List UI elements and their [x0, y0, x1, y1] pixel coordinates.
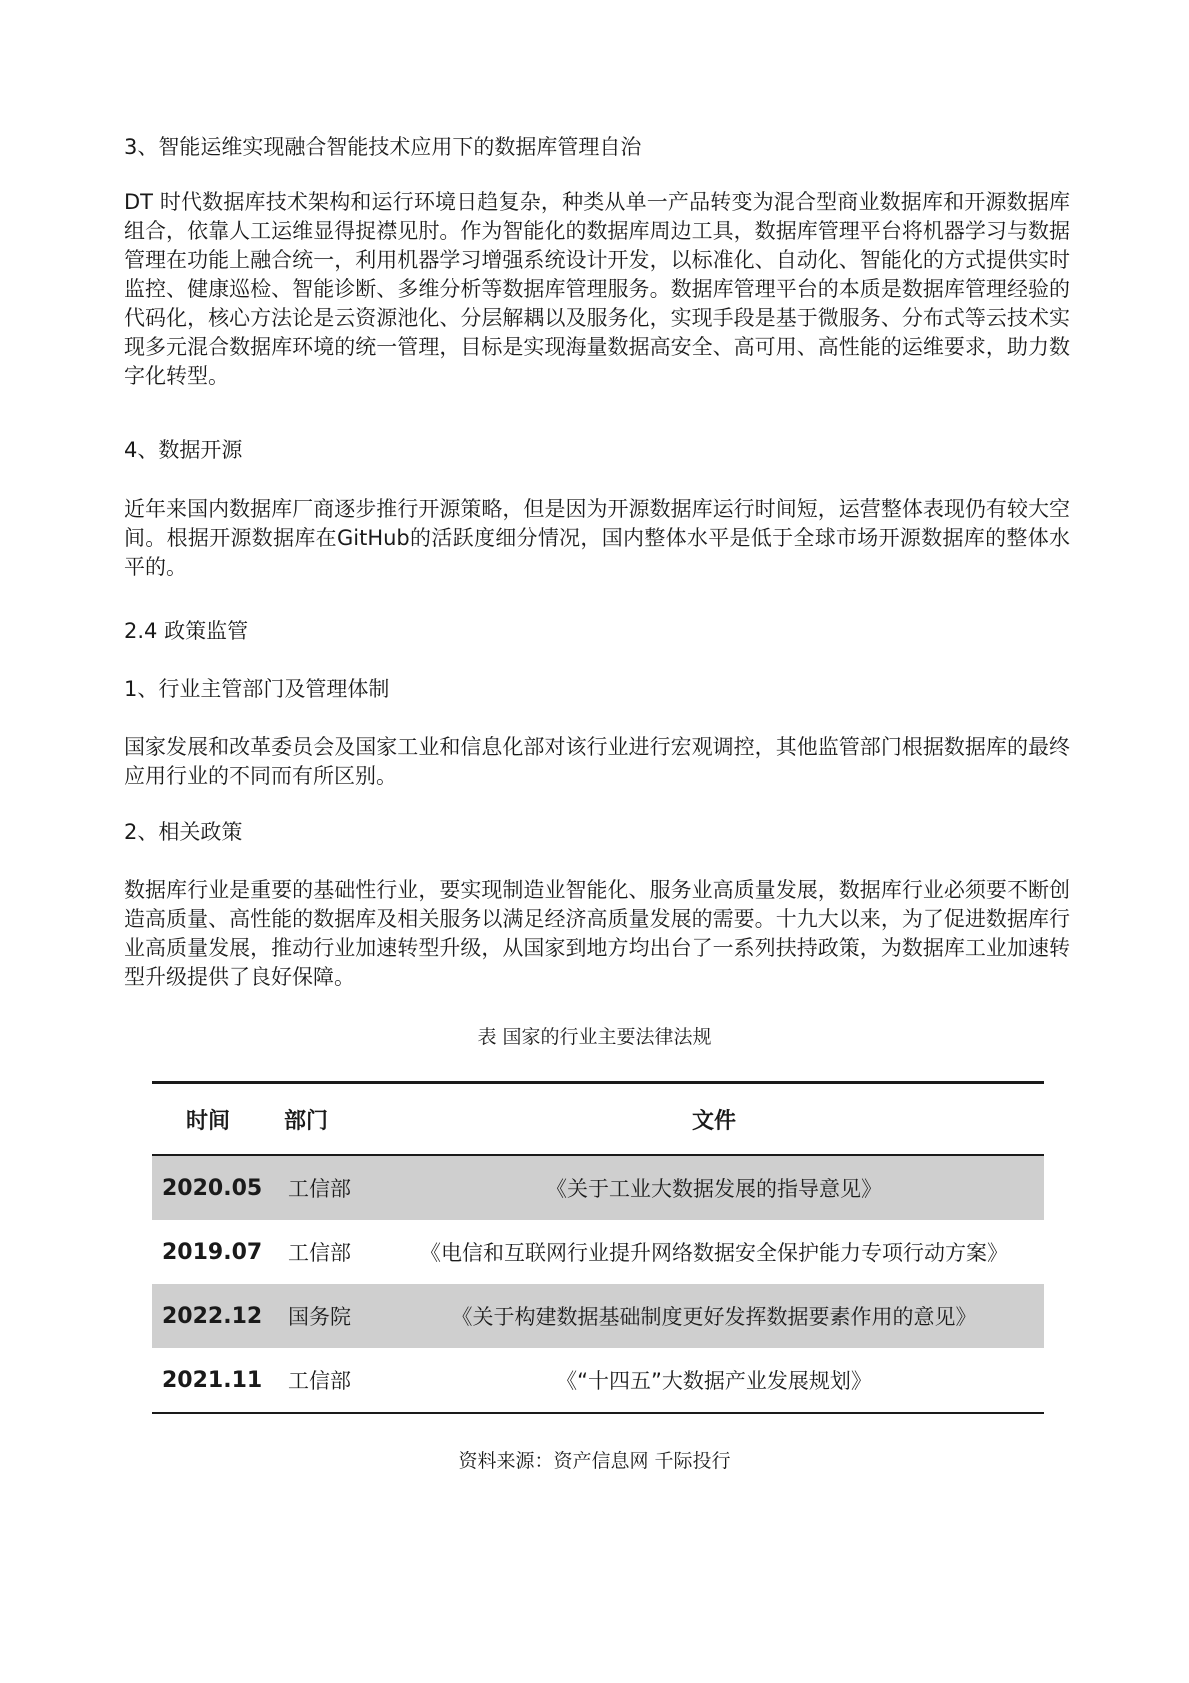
regulations-table — [152, 1081, 1044, 1414]
table-bottom-rule — [152, 1412, 1044, 1414]
row-dept: 工信部 — [288, 1241, 351, 1265]
table-row — [152, 1348, 1044, 1412]
section3-heading: 3、智能运维实现融合智能技术应用下的数据库管理自治 — [124, 135, 642, 159]
section4-heading: 4、数据开源 — [124, 438, 243, 462]
sub2-body: 数据库行业是重要的基础性行业，要实现制造业智能化、服务业高质量发展，数据库行业必须要不断创造高质量、高性能的数据库及相关服务以满足经济高质量发展的需要。十九大以来，为了促进数据库行业高质量发展，推动行业加速转型升级，从国家到地方均出台了一系列扶持政策，为数据库工业加速转型升级提供了良好保障。 — [124, 878, 1070, 989]
row-date: 2021.11 — [162, 1367, 263, 1393]
sub2-heading: 2、相关政策 — [124, 820, 243, 844]
table-row — [152, 1284, 1044, 1348]
header-dept: 部门 — [284, 1108, 329, 1134]
row-date: 2022.12 — [162, 1303, 263, 1329]
section4-body: 近年来国内数据库厂商逐步推行开源策略，但是因为开源数据库运行时间短，运营整体表现仍有较大空间。根据开源数据库在GitHub的活跃度细分情况，国内整体水平是低于全球市场开源数据库的整体水平的。 — [124, 497, 1070, 579]
header-file: 文件 — [691, 1108, 736, 1134]
section-2-4-heading: 2.4 政策监管 — [124, 619, 249, 643]
row-file: 《关于工业大数据发展的指导意见》 — [546, 1177, 882, 1201]
sub1-body: 国家发展和改革委员会及国家工业和信息化部对该行业进行宏观调控，其他监管部门根据数据库的最终应用行业的不同而有所区别。 — [124, 735, 1070, 788]
section3-body: DT 时代数据库技术架构和运行环境日趋复杂，种类从单一产品转变为混合型商业数据库和开源数据库组合，依靠人工运维显得捉襟见肘。作为智能化的数据库周边工具，数据库管理平台将机器学习与数据管理在功能上融合统一，利用机器学习增强系统设计开发，以标准化、自动化、智能化的方式提供实时监控、健康巡检、智能诊断、多维分析等数据库管理服务。数据库管理平台的本质是数据库管理经验的代码化，核心方法论是云资源池化、分层解耦以及服务化，实现手段是基于微服务、分布式等云技术实现多元混合数据库环境的统一管理，目标是实现海量数据高安全、高可用、高性能的运维要求，助力数字化转型。 — [124, 190, 1070, 388]
table-row — [152, 1220, 1044, 1284]
row-file: 《“十四五”大数据产业发展规划》 — [556, 1369, 872, 1393]
sub1-heading: 1、行业主管部门及管理体制 — [124, 677, 390, 701]
table-caption: 表 国家的行业主要法律法规 — [477, 1026, 712, 1048]
row-dept: 工信部 — [288, 1177, 351, 1201]
row-date: 2020.05 — [162, 1175, 263, 1201]
source-note: 资料来源：资产信息网 千际投行 — [458, 1450, 731, 1472]
table-row — [152, 1156, 1044, 1220]
row-file: 《电信和互联网行业提升网络数据安全保护能力专项行动方案》 — [420, 1241, 1008, 1265]
row-date: 2019.07 — [162, 1239, 263, 1265]
row-file: 《关于构建数据基础制度更好发挥数据要素作用的意见》 — [451, 1305, 977, 1329]
row-dept: 工信部 — [288, 1369, 351, 1393]
header-date: 时间 — [186, 1108, 231, 1134]
row-dept: 国务院 — [288, 1305, 351, 1329]
table-header-row — [152, 1084, 1044, 1154]
